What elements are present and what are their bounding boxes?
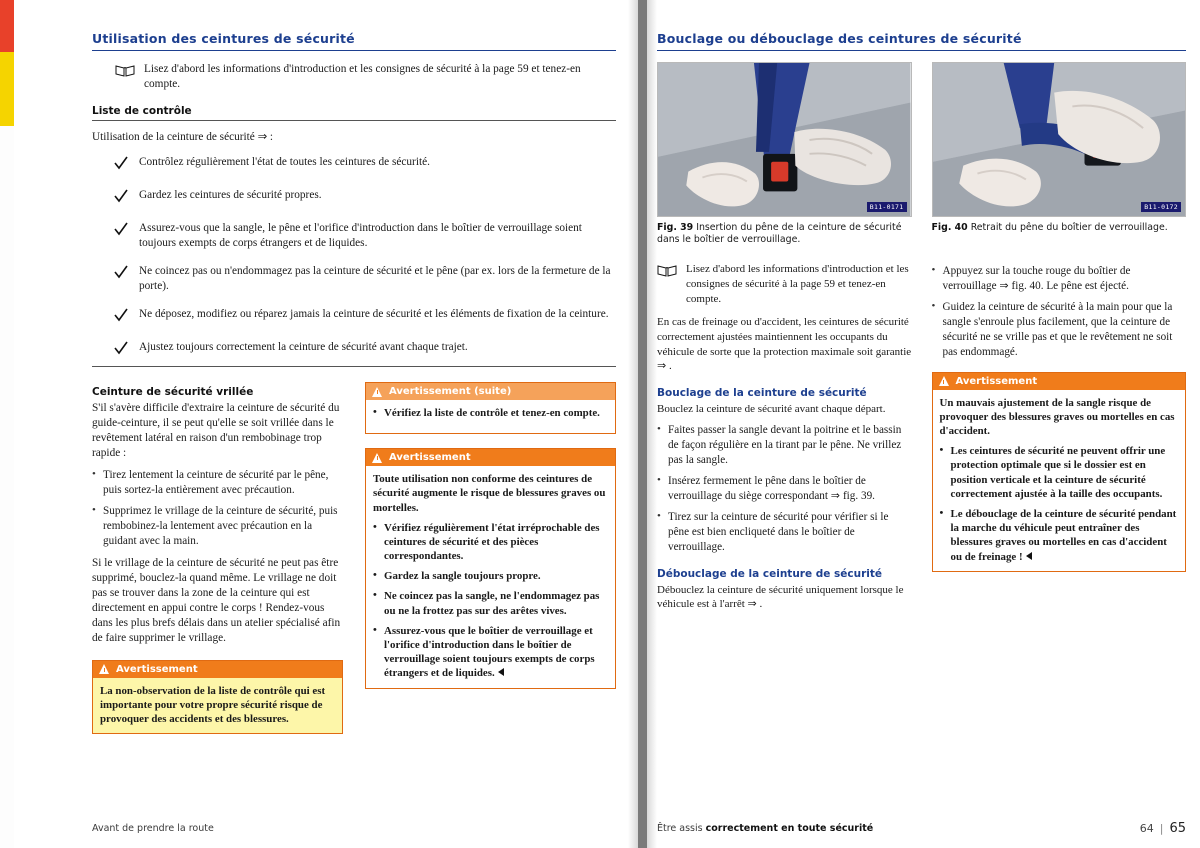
- figure-39-number: Fig. 39: [657, 222, 694, 233]
- figure-40-caption-text: Retrait du pêne du boîtier de verrouillage.: [970, 222, 1168, 233]
- right-section-title: Bouclage ou débouclage des ceintures de sécurité: [657, 31, 1186, 51]
- check-icon: [114, 341, 128, 360]
- page-number-right: 65: [1169, 821, 1186, 836]
- right-page: [657, 0, 1200, 848]
- warning-triangle-icon: [372, 453, 383, 463]
- right-two-column-area: [657, 262, 1186, 618]
- page-numbers: [1140, 821, 1186, 836]
- footer-left: Avant de prendre la route: [92, 823, 214, 834]
- figure-39: [657, 62, 912, 246]
- list-item: • Les ceintures de sécurité ne peuvent offrir une protection optimale que si le dossier est en position verticale et la ceinture de sécurité correctement ajustée à la taille des occupants.: [940, 444, 1179, 501]
- warning-triangle-icon: [939, 376, 950, 386]
- warning-lead: Un mauvais ajustement de la sangle risque de provoquer des blessures graves ou mortelles en cas d'accident.: [939, 396, 1175, 438]
- book-icon: [657, 264, 677, 282]
- warning-title: Avertissement (suite): [389, 386, 512, 398]
- warning-title: Avertissement: [955, 375, 1038, 387]
- figure-39-caption-text: Insertion du pêne de la ceinture de sécurité dans le boîtier de verrouillage.: [657, 222, 902, 246]
- list-item: [92, 264, 616, 294]
- unbuckle-lead: Débouclez la ceinture de sécurité uniquement lorsque le véhicule est à l'arrêt ⇒ .: [657, 583, 904, 611]
- list-item-label: Le débouclage de la ceinture de sécurité pendant la marche du véhicule peut entraîner des blessures graves ou mortelles en cas d'accident ou de freinage !: [950, 507, 1177, 563]
- warning-box-body: [93, 678, 342, 734]
- intro-note-right-text: Lisez d'abord les informations d'introduction et les consignes de sécurité à la page 59 et tenez-en compte.: [686, 263, 909, 305]
- unbuckle-bullets: [932, 264, 1187, 359]
- figure-40-caption: [932, 222, 1187, 234]
- list-item: • Tirez lentement la ceinture de sécurité par le pêne, puis sortez-la entièrement avec précaution.: [92, 468, 343, 498]
- list-item-label: Ne déposez, modifiez ou réparez jamais la ceinture de sécurité et les éléments de fixation de la ceinture.: [139, 308, 609, 321]
- braking-paragraph: En cas de freinage ou d'accident, les ceintures de sécurité correctement ajustées maintiennent les occupants du véhicule de sorte que la protection maximale soit garantie ⇒ .: [657, 316, 912, 373]
- list-item: [92, 155, 616, 175]
- warning-lead: Toute utilisation non conforme des ceintures de sécurité augmente le risque de blessures graves ou mortelles.: [373, 473, 606, 514]
- list-item: • Vérifiez régulièrement l'état irréprochable des ceintures de sécurité et des pièces correspondantes.: [373, 521, 608, 564]
- edge-color-red: [0, 0, 14, 52]
- right-column-1: [657, 262, 912, 618]
- warning-box-adjustment: [932, 372, 1187, 572]
- warning-box-body: [366, 400, 615, 433]
- left-two-column-area: [92, 382, 616, 748]
- warning-triangle-icon: [99, 664, 110, 674]
- list-item: [92, 221, 616, 251]
- warning-triangle-icon: [372, 387, 383, 397]
- check-icon: [114, 189, 128, 208]
- figure-39-caption: [657, 222, 912, 246]
- list-item: • Vérifiez la liste de contrôle et tenez-en compte.: [373, 406, 608, 420]
- warning-bullets: [940, 444, 1179, 563]
- end-marker-icon: [498, 668, 504, 676]
- figure-39-image: [657, 62, 912, 217]
- left-page: [14, 0, 638, 848]
- book-icon: [115, 64, 135, 82]
- warning-box-header: [933, 373, 1186, 390]
- end-marker-icon: [1026, 552, 1032, 560]
- warning-box-header: [93, 661, 342, 678]
- figure-40-image: [932, 62, 1187, 217]
- divider: [92, 366, 616, 367]
- list-item: • Faites passer la sangle devant la poitrine et le bassin de façon régulière en la tirant par le pêne. Ne vrillez pas la sangle.: [657, 423, 912, 468]
- warning-text: La non-observation de la liste de contrôle qui est importante pour votre propre sécurité risque de provoquer des accidents et des blessures.: [100, 684, 326, 726]
- warning-box-checklist: [92, 660, 343, 735]
- page-number-left: 64: [1139, 822, 1154, 835]
- warning-box-header: [366, 449, 615, 466]
- list-item-label: Assurez-vous que le boîtier de verrouillage et l'orifice d'introduction dans le boîtier de verrouillage soient toujours exempts de corps étrangers et de liquides.: [384, 624, 595, 680]
- twisted-belt-bullets: [92, 468, 343, 548]
- list-item: [92, 307, 616, 327]
- warning-box-header: [366, 383, 615, 400]
- figure-39-code: B11-0171: [867, 202, 907, 212]
- warning-box-body: [366, 466, 615, 687]
- list-item-label: Ajustez toujours correctement la ceinture de sécurité avant chaque trajet.: [139, 341, 468, 354]
- warning-bullets: [373, 406, 608, 420]
- edge-color-yellow: [0, 52, 14, 126]
- warning-box-suite: [365, 382, 616, 434]
- list-item-label: Gardez les ceintures de sécurité propres.: [139, 189, 322, 202]
- buckle-heading: Bouclage de la ceinture de sécurité: [657, 386, 867, 399]
- edge-color-white: [0, 126, 14, 848]
- twisted-belt-paragraph-2: Si le vrillage de la ceinture de sécurité ne peut pas être supprimé, bouclez-la quand même. Le vrillage ne doit pas se trouver dans la zone de la ceinture qui est directement en appui contre le corps ! Rendez-vous dans les plus brefs délais dans un atelier spécialisé afin de faire supprimer le vrillage.: [92, 556, 341, 644]
- footer-right: [657, 823, 873, 834]
- page-number-separator: |: [1159, 822, 1164, 835]
- list-item: [92, 340, 616, 360]
- check-icon: [114, 156, 128, 175]
- intro-note-left-text: Lisez d'abord les informations d'introduction et les consignes de sécurité à la page 59 et tenez-en compte.: [144, 63, 581, 91]
- checklist-lead: Utilisation de la ceinture de sécurité ⇒ :: [92, 131, 274, 144]
- list-item: • Guidez la ceinture de sécurité à la main pour que la sangle s'enroule plus facilement, que la ceinture de sécurité ne se vrille pas et que le revêtement ne soit pas endommagé.: [932, 300, 1187, 360]
- right-column-2: [932, 262, 1187, 618]
- footer-right-bold: correctement en toute sécurité: [705, 823, 874, 834]
- figure-40-code: B11-0172: [1141, 202, 1181, 212]
- scan-edge-strip: [0, 0, 14, 848]
- list-item: [92, 188, 616, 208]
- list-item: [373, 624, 608, 681]
- checklist-heading: Liste de contrôle: [92, 105, 616, 121]
- warning-title: Avertissement: [116, 663, 198, 675]
- page-gutter: [638, 0, 647, 848]
- check-icon: [114, 308, 128, 327]
- left-section-title: Utilisation des ceintures de sécurité: [92, 31, 616, 51]
- list-item-label: Contrôlez régulièrement l'état de toutes les ceintures de sécurité.: [139, 156, 430, 169]
- right-column: [365, 382, 616, 748]
- figures-row: [657, 62, 1186, 246]
- warning-box-misuse: [365, 448, 616, 688]
- list-item-label: Assurez-vous que la sangle, le pêne et l'orifice d'introduction dans le boîtier de verrouillage soient toujours exempts de corps étrangers et de liquides.: [139, 222, 582, 250]
- list-item: [940, 507, 1179, 564]
- figure-40-number: Fig. 40: [931, 222, 968, 233]
- list-item: • Insérez fermement le pêne dans le boîtier de verrouillage du siège correspondant ⇒ fig. 39.: [657, 474, 912, 504]
- twisted-belt-heading: Ceinture de sécurité vrillée: [92, 386, 254, 399]
- list-item: • Supprimez le vrillage de la ceinture de sécurité, puis rembobinez-la lentement avec précaution en la guidant avec la main.: [92, 504, 343, 549]
- warning-bullets: [373, 521, 608, 681]
- list-item-label: Ne coincez pas ou n'endommagez pas la ceinture de sécurité et le pêne (par ex. lors de la fermeture de la porte).: [139, 265, 611, 293]
- buckle-lead: Bouclez la ceinture de sécurité avant chaque départ.: [657, 402, 886, 415]
- twisted-belt-paragraph-1: S'il s'avère difficile d'extraire la ceinture de sécurité du guide-ceinture, il se peut qu'elle se soit vrillée dans le revêtement latéral en raison d'un rembobinage trop rapide :: [92, 402, 340, 460]
- list-item: • Gardez la sangle toujours propre.: [373, 569, 608, 583]
- warning-box-body: [933, 390, 1186, 571]
- check-icon: [114, 265, 128, 284]
- page-gutter-shadow-right: [647, 0, 657, 848]
- warning-title: Avertissement: [389, 452, 471, 464]
- intro-note-right: [657, 262, 912, 306]
- list-item: • Appuyez sur la touche rouge du boîtier de verrouillage ⇒ fig. 40. Le pêne est éjecté.: [932, 264, 1187, 294]
- unbuckle-heading: Débouclage de la ceinture de sécurité: [657, 567, 883, 580]
- intro-note-left: [115, 62, 616, 92]
- checklist: [92, 155, 616, 360]
- footer-right-plain: Être assis: [657, 823, 706, 834]
- left-column: [92, 382, 343, 748]
- buckle-bullets: [657, 423, 912, 554]
- check-icon: [114, 222, 128, 241]
- list-item: • Ne coincez pas la sangle, ne l'endommagez pas ou ne la frottez pas sur des arêtes vives.: [373, 589, 608, 617]
- list-item: • Tirez sur la ceinture de sécurité pour vérifier si le pêne est bien encliqueté dans le boîtier de verrouillage.: [657, 510, 912, 555]
- figure-40: [932, 62, 1187, 246]
